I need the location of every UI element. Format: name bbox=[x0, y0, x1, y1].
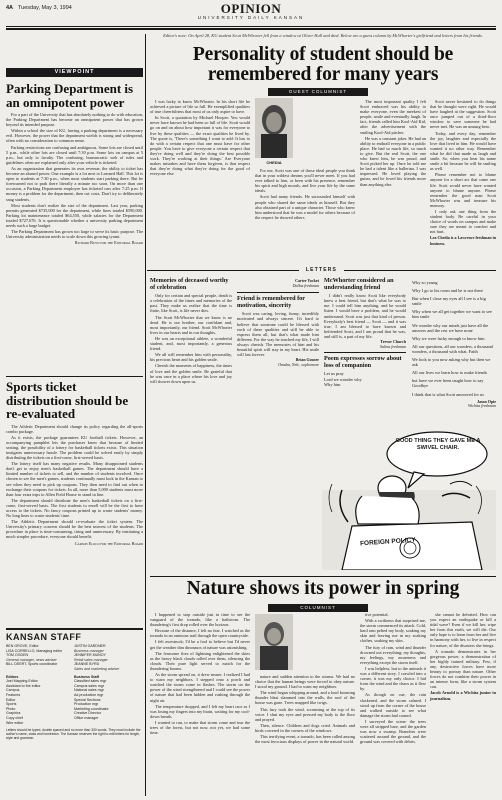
editorial-1-paragraph: Parking restrictions are confusing and ambiguous. Some lots are closed until 5 p.m., while other lots are closed until 7:30 p.m. Some lots on campus at 5 p.m., but only to faculty. The confusing, bureaucratic web of rules and guidelines often are explained only after your vehicle is ticketed. bbox=[6, 144, 143, 165]
staff-entry: BILL DEERT, Sports coordinator bbox=[6, 662, 58, 667]
nature-paragraph: Then, silence. Children and dogs cried. Animals and birds cowered in the corners of the windows. bbox=[255, 722, 355, 733]
column-col-3 bbox=[360, 99, 426, 188]
nature-col-1 bbox=[150, 612, 250, 796]
letter-paragraph: I didn't really know Scott like everybody knew a best friend, but that's what he was to me. I could tell him anything, and he would listen. I would have a problem, and he would understand. Scott was just that kind of person. Everybody's best friend — Scott — and it was true. I am blessed to have known and befriended Scott, and I am proud that he was, and still is, a part of my life. bbox=[324, 293, 406, 339]
letter-4-headline: Poem expresses sorrow about loss of companion bbox=[324, 355, 402, 369]
guest-columnist-label: GUEST COLUMNIST bbox=[268, 88, 368, 96]
staff-desk: Wire editor bbox=[6, 720, 24, 725]
column-paragraph: Today, and every day, remember the joy, laughter and especially the love that lived in him. He would have wanted it no other way. Remember what he did that made us laugh and smile. So, when you hear his name smile a bit because he will be smiling as well. bbox=[430, 130, 496, 172]
letter-1-title: Dallas freshman bbox=[292, 282, 319, 288]
editorial-1-body bbox=[6, 112, 143, 239]
staff-business-entry: Special Sections bbox=[74, 697, 101, 702]
poem-line: All our lives we learn how to make friends bbox=[412, 370, 488, 376]
letter-paragraph: Scott was caring, loving, funny, incredibly motivated and always sincere. It's hard to believe that someone could be blessed with each of these qualities and still be able to express them all, but that's what made him different. For the way he touched my life, I will always cherish. The memories of him and his beautiful spirit will stay in my heart. His smile will last forever. bbox=[237, 311, 319, 358]
letter-3-title: Salina freshman bbox=[380, 343, 406, 349]
nature-byline: Jacob Arnold is a Wichita junior in journalism. bbox=[430, 690, 496, 701]
staff-business-entry: Marketing coordinator bbox=[74, 706, 109, 711]
nature-paragraph: I wanted to run, to make that storm come and tear the trees of the forest, but not now, not yet, we had some time. bbox=[150, 719, 250, 736]
letters-label-bar bbox=[147, 267, 496, 274]
letter-col-2 bbox=[237, 278, 319, 367]
editorial-2-signature: Carson Eloco for the Editorial Board bbox=[74, 540, 143, 546]
letter-2-signature bbox=[237, 358, 319, 367]
letter-5-name: Jason Opie bbox=[476, 398, 496, 404]
letter-5-signature bbox=[412, 400, 496, 409]
column-headline: Personality of student should be remembered for many years bbox=[192, 44, 454, 85]
masthead bbox=[6, 1, 496, 20]
nature-paragraph: This terrifying event, a tornado, has been called among the most ferocious displays of power in the natural world. bbox=[255, 734, 355, 745]
staff-right bbox=[74, 644, 138, 672]
section-title: OPINION bbox=[220, 1, 282, 16]
letter-2-headline: Friend is remembered for motivation, sincerity bbox=[237, 295, 305, 309]
staff-entry: JUSTIN GARDNER bbox=[74, 644, 106, 648]
nature-paragraph: I surveyed the scene: the trees were all stripped bare, and the garden was now a swamp. Branches were scattered around the ground, and the ground was covered with debris. bbox=[360, 718, 426, 745]
poem-line: Why I go to his room and he is not there bbox=[412, 288, 483, 294]
nature-col-3 bbox=[360, 612, 426, 796]
letter-3-body bbox=[324, 293, 406, 339]
editorial-1-paragraph: The Parking Department has grown too large to serve its basic purpose. The University administration needs to scale down this growing tyrant. bbox=[6, 229, 143, 240]
column-col-1 bbox=[150, 99, 250, 177]
staff-desk: Sports bbox=[6, 702, 17, 707]
staff-business-label: Business Staff bbox=[74, 674, 99, 679]
staff-business-entry: Classified sales mgr bbox=[74, 679, 107, 684]
viewpoint-label: VIEWPOINT bbox=[6, 68, 143, 77]
letter-paragraph: He was an exceptional athlete, a wonderful student, and, most importantly, a generous friend. bbox=[150, 335, 232, 352]
poem-line: All our questions, all our wonders, a thousand wonders, a thousand with what, Faith bbox=[412, 343, 493, 354]
letter-1-name: Carter Yocket bbox=[295, 278, 319, 283]
column-divider bbox=[145, 34, 146, 796]
nature-paragraph: The fearsome fires of lightning enlightened the skies as the heavy black clouds rolled over them, silencing the clouds. Their pure light served to match for the thundering booms. bbox=[150, 650, 250, 671]
letter-2-name: Brian Gosner bbox=[295, 357, 319, 363]
letter-1-signature bbox=[237, 279, 319, 288]
editorial-2-paragraph: The Athletic Department should change its policy regarding the all-sports combo package. bbox=[6, 423, 143, 434]
staff-business-entry: National sales mgr bbox=[74, 688, 104, 693]
column-paragraph: The most important quality I felt Scott embraced was his ability to make everyone, even the meekest of people, smile and eventually laugh. In fact, friends called him Kool-Aid Kid, after the advertisement with the smiling Kool-Aid pitcher. bbox=[360, 99, 426, 135]
staff-desk: Copy chief bbox=[6, 715, 23, 720]
poem-line: Why so young bbox=[412, 280, 438, 285]
kansan-staff-box bbox=[6, 632, 143, 794]
columnist-2-portrait bbox=[255, 614, 293, 670]
letter-5-title: Wichita freshman bbox=[468, 403, 496, 409]
staff-entry: BEN GROVE, Editor bbox=[6, 644, 39, 648]
columnist-portrait bbox=[255, 98, 293, 158]
nature-paragraph: she cannot be defeated. How can you expect an earthquake or kill a tidal wave? Even if we kill her, wipe her from this earth, we will die. Our only hope is to learn from her and live in harmony with her, to live in respect for nature, of the disasters she brings. bbox=[430, 612, 496, 648]
staff-entry: TOM OGDEN bbox=[6, 653, 29, 658]
letter-paragraph: We all will remember him with personality, his precious heart and his golden smile. bbox=[150, 352, 232, 363]
letter-divider bbox=[237, 292, 319, 293]
column-paragraph: In Scott, a quotation by Michael Hooper: You would never have known he had been so full of life. Scott would go on and on about how important it was for everyone to live by these qualities — the exact qualities he lived by. The quote is, 'There's something I want to add: It has to do with a certain respect that one must have for other people. You have to give everyone a certain respect that they're doing well and they're doing the best possible work. They're working at their things.' Are Everyone makes mistakes and have them forgiven, is that respect that they're doing what they're doing for the good of everyone else. bbox=[150, 115, 250, 177]
staff-desk: Editor bbox=[6, 697, 16, 702]
letter-1-body bbox=[150, 293, 232, 384]
nature-paragraph: As though on cue, the rain slackened, and the storm calmed. I stood up from the corner of the house and walked outside to see what damage the storm had caused. bbox=[360, 692, 426, 718]
poem-line: Why when we all get together we want to see him smile bbox=[412, 309, 492, 320]
column-col-2 bbox=[255, 168, 355, 221]
nature-paragraph: tive potential. bbox=[365, 612, 389, 617]
editorial-cartoon bbox=[322, 426, 496, 570]
editorial-2-body bbox=[6, 424, 143, 540]
nature-paragraph: Because of the distance, I felt no fear. I watched as the tornado in an ominous trail through the open countryside. bbox=[150, 628, 250, 639]
column-paragraph: For me, Scott was one of those ideal people you think that in your wildest dreams you'll never meet. If you had ever talked to him, or been with his presence, remember his spirit and high morals, and live your life by the same ideals. bbox=[255, 168, 355, 194]
poem-line: But when I close my eyes all I see is a big smile bbox=[412, 296, 486, 307]
page-header bbox=[6, 1, 496, 20]
letters-label: LETTERS bbox=[299, 267, 344, 274]
staff-role: Retail sales manager bbox=[74, 657, 108, 662]
editorial-1-headline: Parking Department is an omnipotent power bbox=[6, 81, 134, 110]
poem-line: Why we were lucky enough to know him bbox=[412, 335, 485, 341]
editorial-1-paragraph: As an organization that generates its own revenue, the ability to ticket has become an abused power. One example is a lot next to Learned Hall. This lot is open to students at 7:30 p.m., when most students start parking there. But be forewarned not to park there literally a minute too soon. On more than one occasion, a Parking Department employee has ticketed cars after 7:25 p.m. If money is a problem for the department, then cut costs. Don't try to deliberately snag students. bbox=[6, 165, 143, 202]
letter-2-body bbox=[237, 311, 319, 357]
poem-line: We look to you now asking why but then we ask bbox=[412, 357, 491, 368]
nature-paragraph: I was helpless, but to the animals it was a different story. I crawled into a corner, it was my only choice. I hid from the wind and the chaos as it flew by. bbox=[360, 665, 426, 692]
editorial-2 bbox=[6, 380, 143, 546]
column-paragraph: I only ask one thing from the student body. Be careful in your choice of words on campus and make sure they are meant to comfort and not hurt. bbox=[430, 208, 496, 235]
column-paragraph: Scott had many friends. He surrounded himself with people who shared the same ideals as himself. But they also obtained part of a unique character. Those who knew him understood that he was a model for others because of the respect he showed others. bbox=[255, 194, 355, 220]
letter-3-headline: McWhorter considered an understanding friend bbox=[324, 277, 394, 291]
nature-paragraph: The temperature dropped, and I felt my heart race as I was losing my fingers into my brain, waiting for my cool-down breath. bbox=[150, 703, 250, 719]
editorial-1-signature: Richard Buyd for the Editorial Board bbox=[74, 240, 143, 246]
staff-business-entry: Creative Director bbox=[74, 711, 101, 716]
letter-3-signature bbox=[324, 340, 406, 349]
column-paragraph: Please remember not to blame anyone for a short act that came one life. Scott would never have wanted anyone to blame anyone. Please remember the good man Scott McWhorter was and treasure his memory. bbox=[430, 172, 496, 208]
column-paragraph: He was a constant joker. He had an ability to enthrall everyone in a public place. He had so much life, so much to give. But the real Scott, the one who knew him, he was proud, and Scott picked her up. Once he told me he had a talent like a ballerina. I was impressed. He loved playing the guitar, and he loved his friends more than anything else. bbox=[360, 135, 426, 187]
nature-paragraph: As the storm spread on, it drew nearer. I realized I had to warn my neighbors. I stepped onto a porch and watched the storm come in flashes. The storm on the power of the wind strengthened and I could see the power of nature that had been hidden and rushing through the night air. bbox=[150, 672, 250, 703]
poem-line: We wonder why our minds just have all the answers and the rest we have none bbox=[412, 322, 489, 333]
poem-continued bbox=[412, 280, 496, 409]
staff-desk: Assistant to the editor bbox=[6, 683, 41, 688]
staff-desks-label: Editors bbox=[6, 674, 19, 679]
editorial-2-paragraph: The lottery itself has many negative results. Many disappointed students don't get to enjoy men's basketball games. The department should have a limited number of tickets to sell, and the number of students involved. Once chosen to see the men's games, students continually must look in the Kansan to see when they need to pick up coupons. They then need to find out when to exchange their coupons for tickets. In all, more than 5,000 students must more than four extra trips to Allen Field House to stand in line. bbox=[6, 461, 143, 497]
nature-headline: Nature shows its power in spring bbox=[186, 578, 460, 599]
staff-desk: Joel Mapping Editor bbox=[6, 679, 38, 684]
poem-line: I think that is what Scott answered for us bbox=[412, 391, 484, 397]
nature-col-2 bbox=[255, 674, 355, 796]
cartoon-desk-label: FOREIGN POLICY bbox=[359, 536, 416, 548]
column-byline: Lea Chedia is a Lawrence freshman in business. bbox=[430, 235, 496, 246]
editorial-2-paragraph: As it exists, the package guarantees KU football tickets. However, an accompanying pamphlet lets the purchaser know that because of limited seating, the possibility of a lottery for basketball tickets exists. This situation instigates unnecessary hassle. The problem could be solved easily by simply distributing the tickets on a first-come, first-served basis. bbox=[6, 434, 143, 461]
staff-business-entry: Campus sales mgr bbox=[74, 683, 104, 688]
staff-business-entry: Office manager bbox=[74, 715, 99, 720]
nature-paragraph: I felt awestruck; I'd be a fool to believe but I'd never get the weather dim dinosaurs of nature was astonishing. bbox=[150, 639, 250, 650]
nature-paragraph: This fury took the wind, screaming at the top of its voice. I shut my eyes and pressed my body to the floor and prayed. bbox=[255, 706, 355, 722]
staff-left bbox=[6, 644, 70, 672]
letter-2-title: Omaha, Neb., sophomore bbox=[278, 361, 319, 367]
poem-line: Why him bbox=[324, 381, 341, 387]
letter-1 bbox=[150, 278, 232, 385]
cartoon-speech-text: GOOD THING THEY GAVE ME A SWIVEL CHAIR. bbox=[395, 438, 481, 451]
column-col-4 bbox=[430, 99, 496, 246]
staff-footer: Letters should be typed, double spaced and no more than 300 words. They must include the author's name, class and hometown. The Kansan reserves the right to edit letters for length, style and grammar. bbox=[6, 728, 141, 741]
column-paragraph: I was lucky to know McWhorter. In his short life he achieved a picture of life so full. He exemplified qualities of true cheerfulness that most of us only aspire to have. bbox=[150, 99, 250, 115]
letter-paragraph: Cherish the moments of happiness, the times of love and the golden smile. Be grateful that he was once in a place where his love and joy will shower down upon us. bbox=[150, 363, 232, 384]
poem-line: Lord we wonder why bbox=[324, 376, 362, 382]
paper-name: UNIVERSITY DAILY KANSAN bbox=[197, 15, 305, 20]
nature-paragraph: A tornado demonstrates in her gorgeous power, a demonstration of her highly trained military. Few, if any, destructive forces have more beauty to portray than nature. Other forces do not combine their power in an intense form, like a storm system can. bbox=[430, 648, 496, 690]
editorial-2-headline: Sports ticket distribution should be re-evaluated bbox=[6, 379, 129, 421]
staff-desk: Graphics bbox=[6, 711, 21, 716]
nature-paragraph: nature and sudden attention to the storms. We had no choice that the human beings were forced to obey nature. I stood my ground. I had to warn my neighbors. bbox=[255, 674, 355, 690]
poem-line: Let us pray bbox=[324, 371, 344, 377]
letter-paragraph: Only for certain and special people, death is a celebration of the times and memories of the past. They make us realize that the time is finite, like Scott, is life never dies. bbox=[150, 293, 232, 314]
staff-role: General manager, news adviser bbox=[6, 657, 57, 662]
staff-business-entry: Ad production mgr bbox=[74, 692, 104, 697]
date-line: Tuesday, May 3, 1994 bbox=[18, 5, 72, 11]
page-number: 4A bbox=[6, 5, 14, 11]
masthead-rule-thick bbox=[6, 28, 496, 30]
editorial-1-paragraph: Within a school the size of KU, having a parking department is a necessary evil. However, the power that the department wields is strong and widespread, often with no consideration to common sense. bbox=[6, 128, 143, 144]
staff-business bbox=[74, 675, 138, 726]
letter-col-3 bbox=[324, 278, 406, 387]
nature-paragraph: I happened to stop outside just in time to see the vanguard of the tornado, like a hailstorm. The thundering's first drop rolled over the horizon. bbox=[150, 612, 250, 628]
nature-paragraph: The fury of rain, wind and thunder drowned out everything; my thoughts, my feelings, my awareness and everything except the storm itself. bbox=[360, 644, 426, 665]
columnist-2-photo bbox=[255, 614, 293, 670]
column-deck: Editor's note: On April 28, KU student Scott McWhorter fell from a window at Oliver Hall and died. Below are a guest column by McWhorter's girlfriend and letters from his friends. bbox=[163, 33, 483, 38]
letter-3-name: Trevor Church bbox=[380, 339, 406, 345]
staff-top-rule bbox=[6, 628, 143, 630]
staff-desk: Campus bbox=[6, 688, 20, 693]
masthead-rule bbox=[6, 26, 496, 27]
editorial-2-paragraph: The Athletic Department should re-evaluate the ticket system. The University's primary concern should be the best interest of the students. The procedure in place is time-consuming, tiring and unnecessary. By instituting a much simpler procedure, everyone should benefit. bbox=[6, 519, 143, 540]
staff-role: Sales and marketing adviser bbox=[74, 666, 120, 671]
columnist-photo bbox=[255, 98, 293, 165]
staff-editors bbox=[6, 675, 70, 726]
editorial-2-paragraph: The department should distribute the men's basketball tickets on a first-come, first-served basis. The first students to enroll will be the first to have access to the tickets. No fancy coupons printed up to waste students' money. No long lines to waste students' time. bbox=[6, 497, 143, 519]
column-paragraph: Scott never hesitated to do things that he thought were right. He would have laughed at the suggestion. Scott once jumped out of a third-floor window to save someone he had never met. He was an unsung hero. bbox=[430, 99, 496, 130]
columnist-label: COLUMNIST bbox=[268, 604, 368, 612]
editorial-1-paragraph: For a part of the University that has absolutely nothing to do with education, the Parking Department has become an omnipotent power that has grown beyond its intended purpose. bbox=[6, 112, 143, 128]
section-divider bbox=[150, 576, 496, 577]
editorial-1-paragraph: Most students don't realize the size of the department. Last year, parking permits generated $735,000 for the department, while fines totaled $590,000. Parking lot maintenance totaled $64,550, while salaries for the Department totaled $727,676. It is questionable whether a university parking department needs such a large budget. bbox=[6, 202, 143, 228]
poem-start bbox=[324, 371, 406, 386]
staff-business-entry: Production mgr bbox=[74, 702, 99, 707]
nature-paragraph: The wind began whipping around, and a loud booming thunder blast slammed into the walls, the roof of the house was gone. Trees snapped like twigs. bbox=[255, 690, 355, 706]
letter-divider bbox=[324, 352, 406, 353]
columnist-name-caption: CHEDIA bbox=[266, 160, 282, 165]
staff-entry: LISA CORRELLO, Managing editor bbox=[6, 648, 63, 653]
nature-col-4 bbox=[430, 612, 496, 796]
staff-entry: JENNIFER MUNOY bbox=[74, 653, 106, 658]
letter-1-headline: Memories of deceased worthy of celebration bbox=[150, 277, 229, 291]
poem-line: but have we ever been taught how to say Goodbye bbox=[412, 378, 484, 389]
staff-entry: JEANNE BYRD bbox=[74, 662, 100, 667]
nature-paragraph: With a swiftness that surprised me, the storm commenced its attack. Cold, hard rain pelted my body, soaking my skin and leaving me in my soaking clothes, soaking my skin. bbox=[360, 618, 426, 644]
staff-title: KANSAN STAFF bbox=[6, 632, 82, 642]
staff-role: Business manager bbox=[74, 648, 104, 653]
editorial-1 bbox=[6, 82, 143, 245]
editorial-divider bbox=[6, 376, 143, 377]
staff-desk: Photo bbox=[6, 706, 16, 711]
staff-desk: Features bbox=[6, 692, 21, 697]
letter-paragraph: The Scott McWhorter that we know is no dead. He is our brother, our confidant and, most importantly, our friend. Scott McWhorter lives in our hearts and in our thoughts. bbox=[150, 314, 232, 335]
